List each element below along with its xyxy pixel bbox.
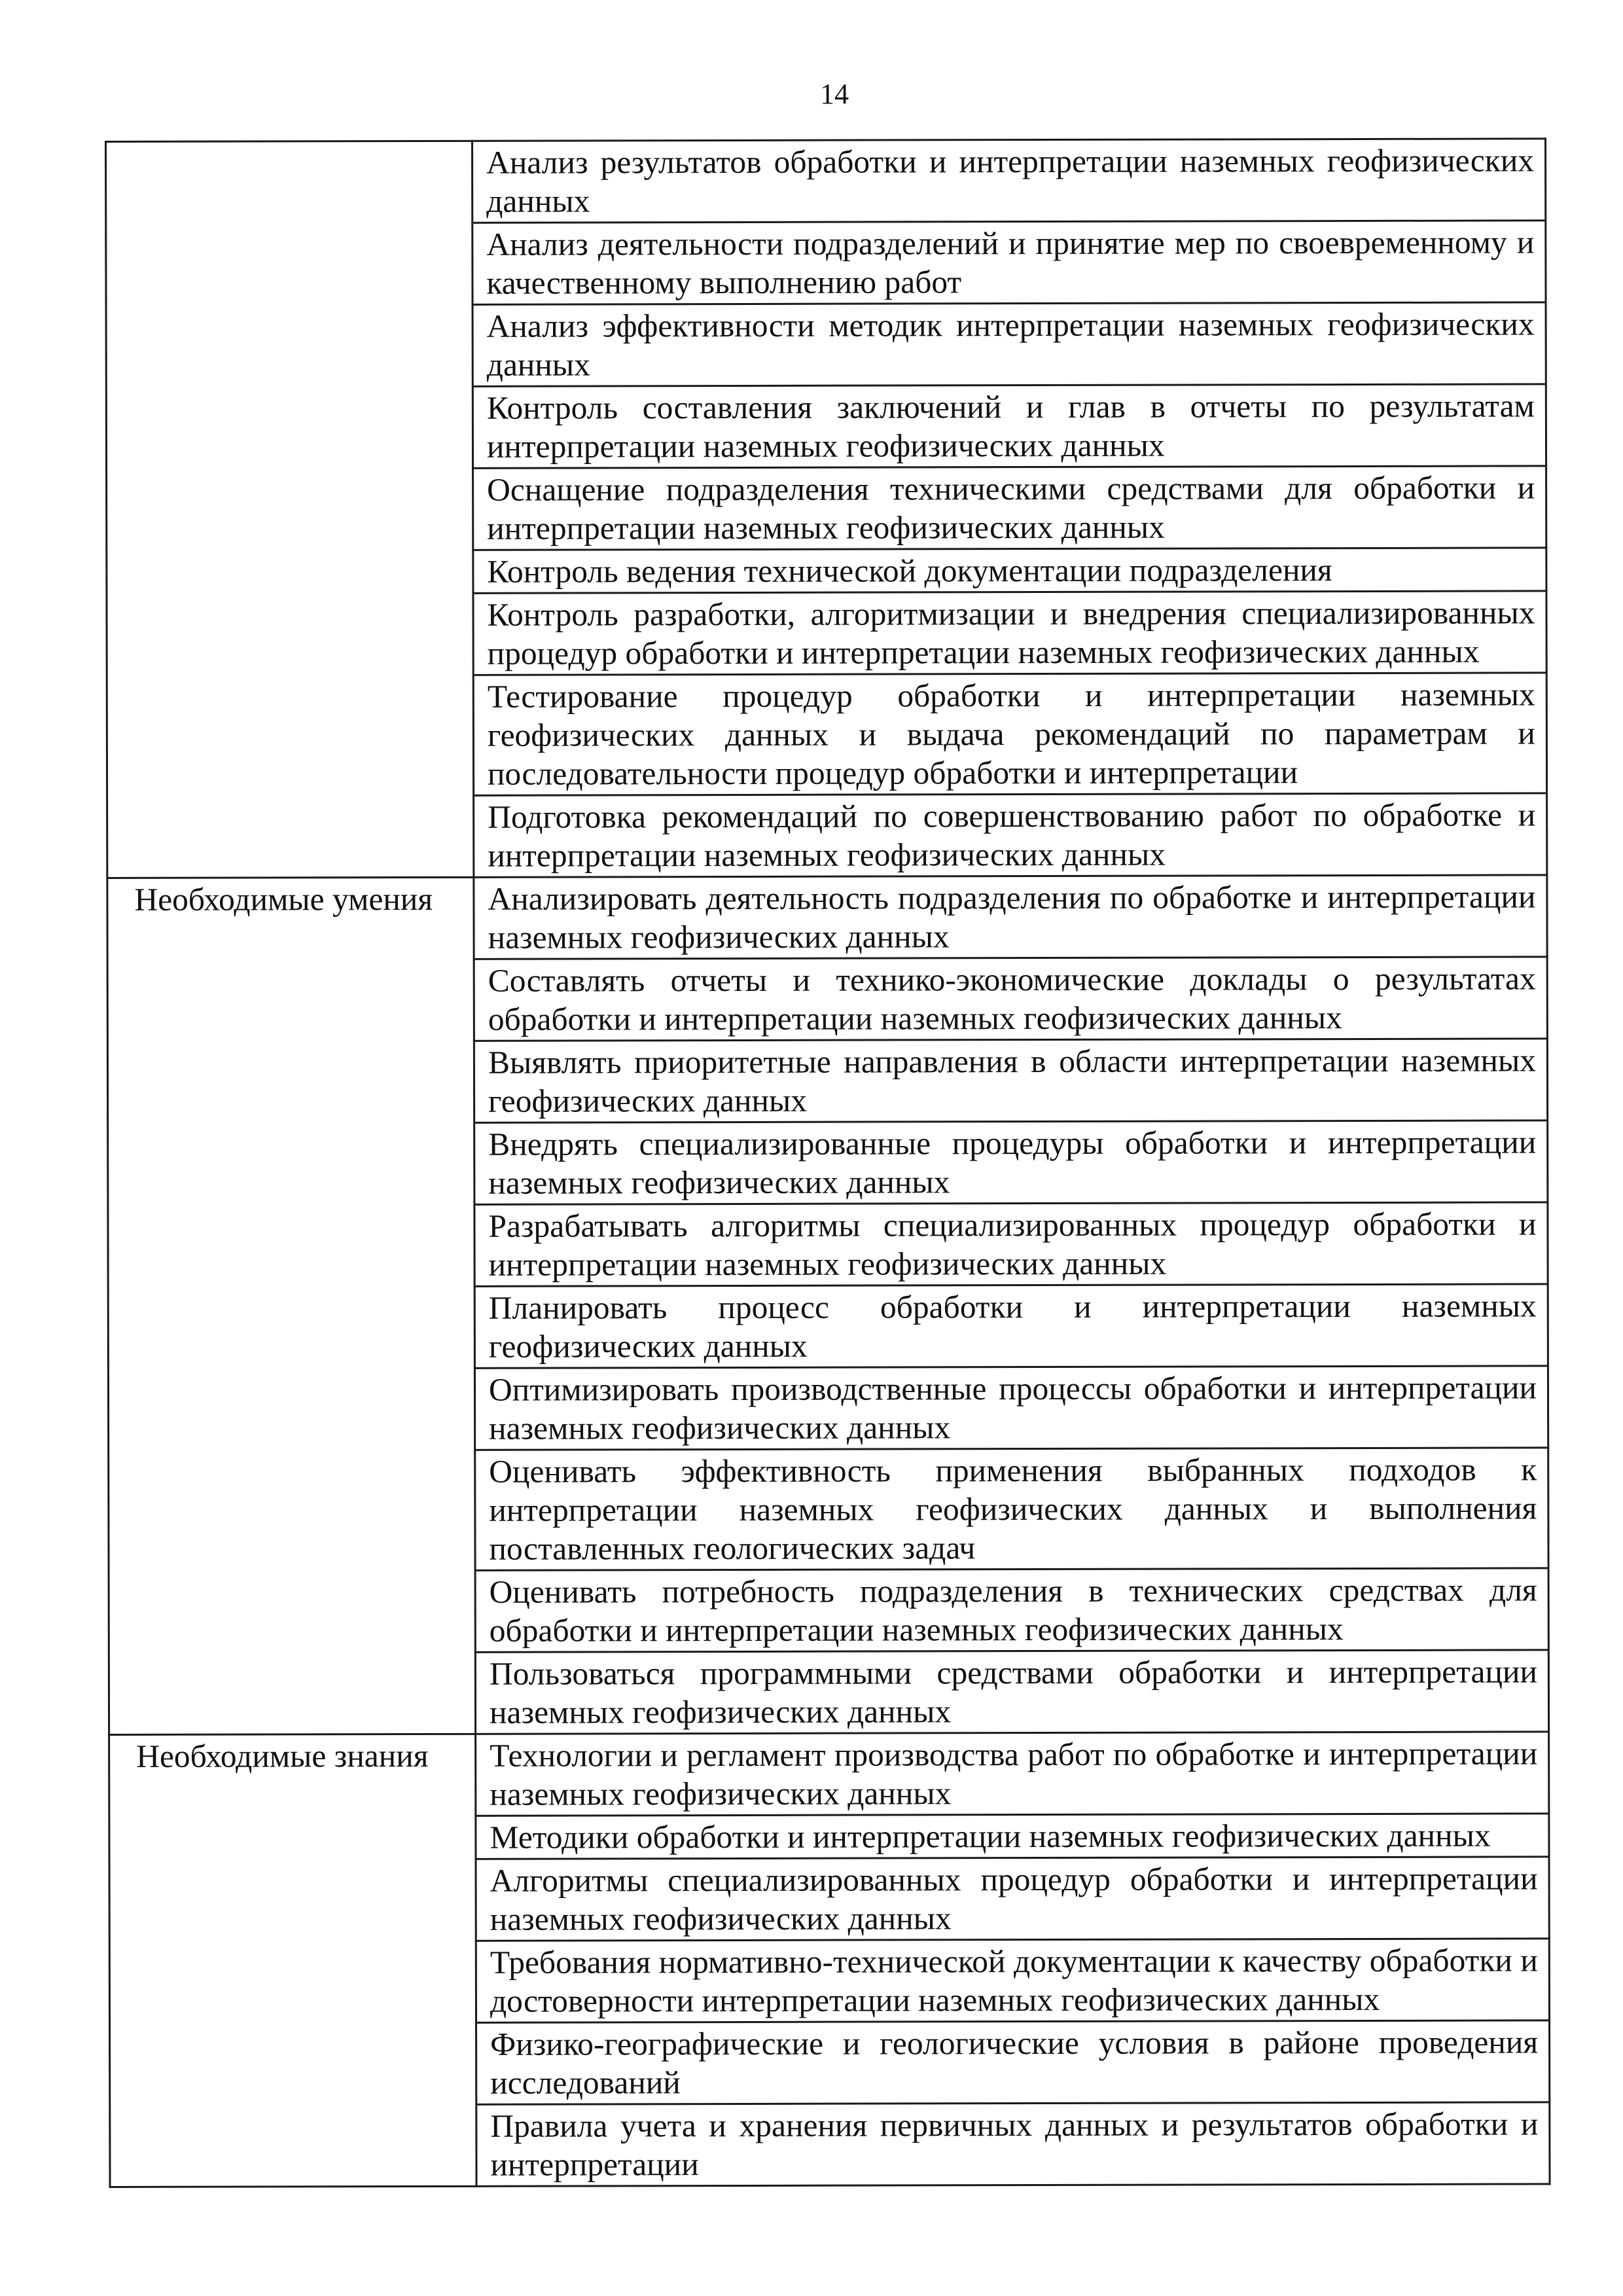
requirement-item: Требования нормативно-технической документации к качеству обработки и достоверности интерпретации наземных геофизических данных bbox=[476, 1939, 1549, 2022]
section-label: Необходимые умения bbox=[107, 877, 476, 1734]
requirement-item: Планировать процесс обработки и интерпретации наземных геофизических данных bbox=[474, 1284, 1548, 1368]
requirement-item: Физико-географические и геологические условия в районе проведения исследований bbox=[476, 2020, 1550, 2104]
table-body bbox=[106, 139, 1550, 2187]
requirement-item: Контроль разработки, алгоритмизации и внедрения специализированных процедур обработки и интерпретации наземных геофизических данных bbox=[473, 591, 1546, 675]
requirement-item: Анализ деятельности подразделений и принятие мер по своевременному и качественному выполнению работ bbox=[473, 221, 1546, 304]
table-row bbox=[106, 139, 1546, 224]
requirement-item: Разрабатывать алгоритмы специализированных процедур обработки и интерпретации наземных геофизических данных bbox=[474, 1202, 1548, 1286]
requirement-item: Внедрять специализированные процедуры обработки и интерпретации наземных геофизических данных bbox=[474, 1121, 1548, 1204]
requirement-item: Оценивать потребность подразделения в технических средствах для обработки и интерпретации наземных геофизических данных bbox=[475, 1568, 1548, 1652]
requirement-item: Анализ эффективности методик интерпретации наземных геофизических данных bbox=[473, 302, 1546, 386]
competency-table bbox=[105, 137, 1551, 2188]
requirement-item: Анализ результатов обработки и интерпретации наземных геофизических данных bbox=[473, 139, 1546, 223]
requirement-item: Оптимизировать производственные процессы обработки и интерпретации наземных геофизических данных bbox=[474, 1366, 1548, 1450]
section-label: Необходимые знания bbox=[109, 1734, 476, 2187]
requirement-item: Пользоваться программными средствами обработки и интерпретации наземных геофизических данных bbox=[475, 1650, 1548, 1734]
table-row bbox=[109, 1732, 1549, 1817]
requirement-item: Выявлять приоритетные направления в области интерпретации наземных геофизических данных bbox=[474, 1039, 1547, 1122]
requirement-item: Правила учета и хранения первичных данных и результатов обработки и интерпретации bbox=[476, 2102, 1550, 2186]
requirement-item: Методики обработки и интерпретации наземных геофизических данных bbox=[476, 1814, 1549, 1859]
requirement-item: Оснащение подразделения техническими средствами для обработки и интерпретации наземных геофизических данных bbox=[473, 466, 1546, 550]
page-number: 14 bbox=[820, 78, 849, 110]
section-label bbox=[106, 141, 474, 878]
requirement-item: Алгоритмы специализированных процедур обработки и интерпретации наземных геофизических данных bbox=[476, 1857, 1549, 1941]
requirement-item: Контроль составления заключений и глав в отчеты по результатам интерпретации наземных геофизических данных bbox=[473, 384, 1546, 468]
requirement-item: Тестирование процедур обработки и интерпретации наземных геофизических данных и выдача рекомендаций по параметрам и последовательности процедур обработки и интерпретации bbox=[473, 673, 1546, 795]
requirement-item: Контроль ведения технической документации подразделения bbox=[473, 548, 1546, 593]
requirement-item: Оценивать эффективность применения выбранных подходов к интерпретации наземных геофизических данных и выполнения поставленных геологических задач bbox=[475, 1448, 1548, 1570]
requirement-item: Составлять отчеты и технико-экономические доклады о результатах обработки и интерпретации наземных геофизических данных bbox=[474, 957, 1547, 1041]
requirement-item: Подготовка рекомендаций по совершенствованию работ по обработке и интерпретации наземных геофизических данных bbox=[474, 793, 1547, 877]
requirement-item: Анализировать деятельность подразделения по обработке и интерпретации наземных геофизических данных bbox=[474, 875, 1547, 959]
requirement-item: Технологии и регламент производства работ по обработке и интерпретации наземных геофизических данных bbox=[476, 1732, 1549, 1816]
table-row bbox=[107, 875, 1547, 960]
